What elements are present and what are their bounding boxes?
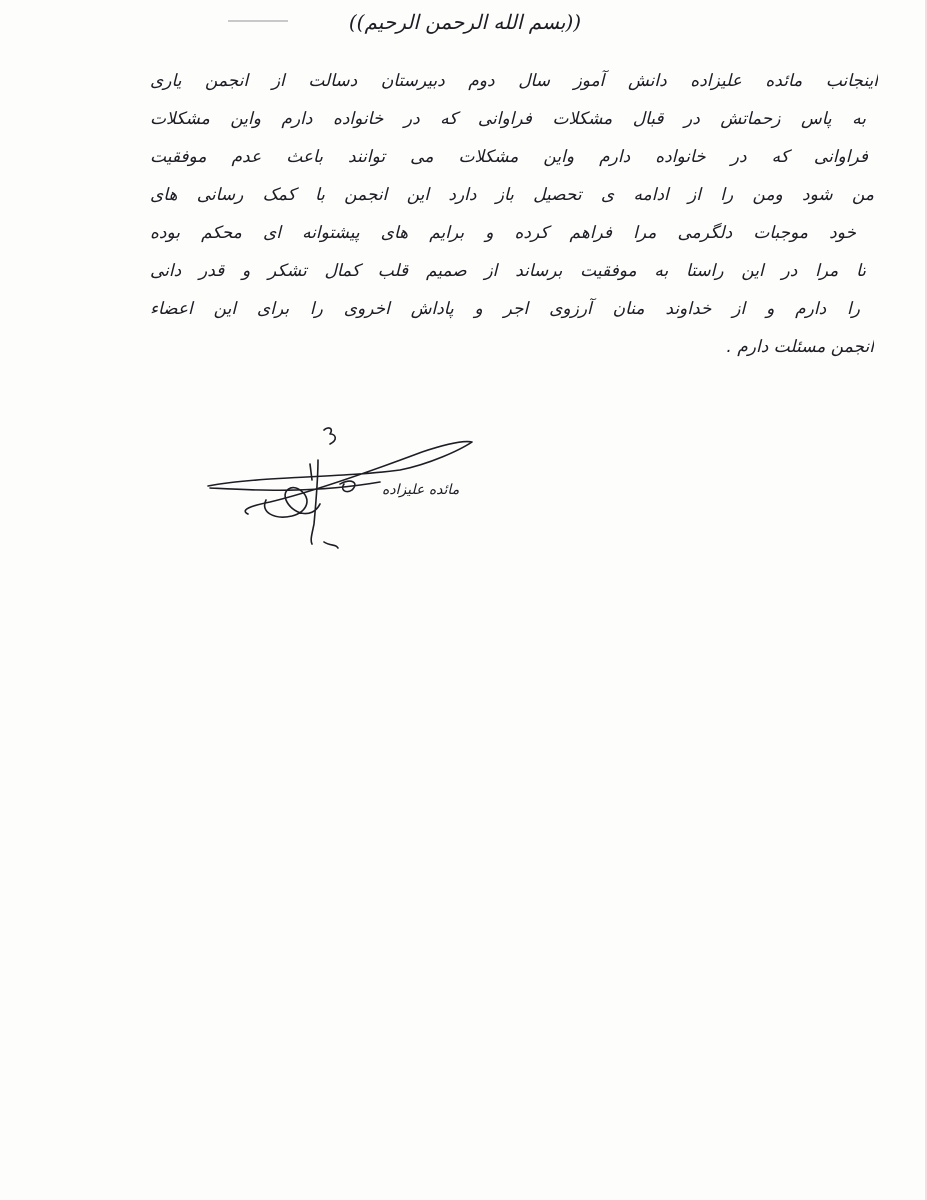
letter-line: انجمن مسئلت دارم .: [726, 337, 874, 357]
handwritten-signature: [200, 420, 490, 570]
letter-line: تا مرا در این راستا به موفقیت برساند از صمیم قلب کمال تشکر و قدر دانی: [150, 261, 866, 281]
letter-heading: ((بسم الله الرحمن الرحیم)): [348, 10, 582, 34]
signature-name: مائده علیزاده: [382, 482, 460, 498]
scan-artifact-mark: [228, 20, 288, 22]
letter-line: اینجانب مائده علیزاده دانش آموز سال دوم دبیرستان دسالت از انجمن یاری: [150, 71, 878, 91]
letter-line: فراوانی که در خانواده دارم واین مشکلات می توانند باعث عدم موفقیت: [150, 147, 868, 167]
letter-body: [150, 62, 878, 366]
letter-line: من شود ومن را از ادامه ی تحصیل باز دارد این انجمن با کمک رسانی های: [150, 185, 874, 205]
signature-drawing: [200, 420, 490, 570]
letter-line: خود موجبات دلگرمی مرا فراهم کرده و برایم های پیشتوانه ای محکم بوده: [150, 223, 856, 243]
letter-line: به پاس زحماتش در قبال مشکلات فراوانی که در خانواده دارم واین مشکلات: [150, 109, 866, 129]
letter-line: را دارم و از خداوند منان آرزوی اجر و پاداش اخروی را برای این اعضاء: [150, 299, 860, 319]
